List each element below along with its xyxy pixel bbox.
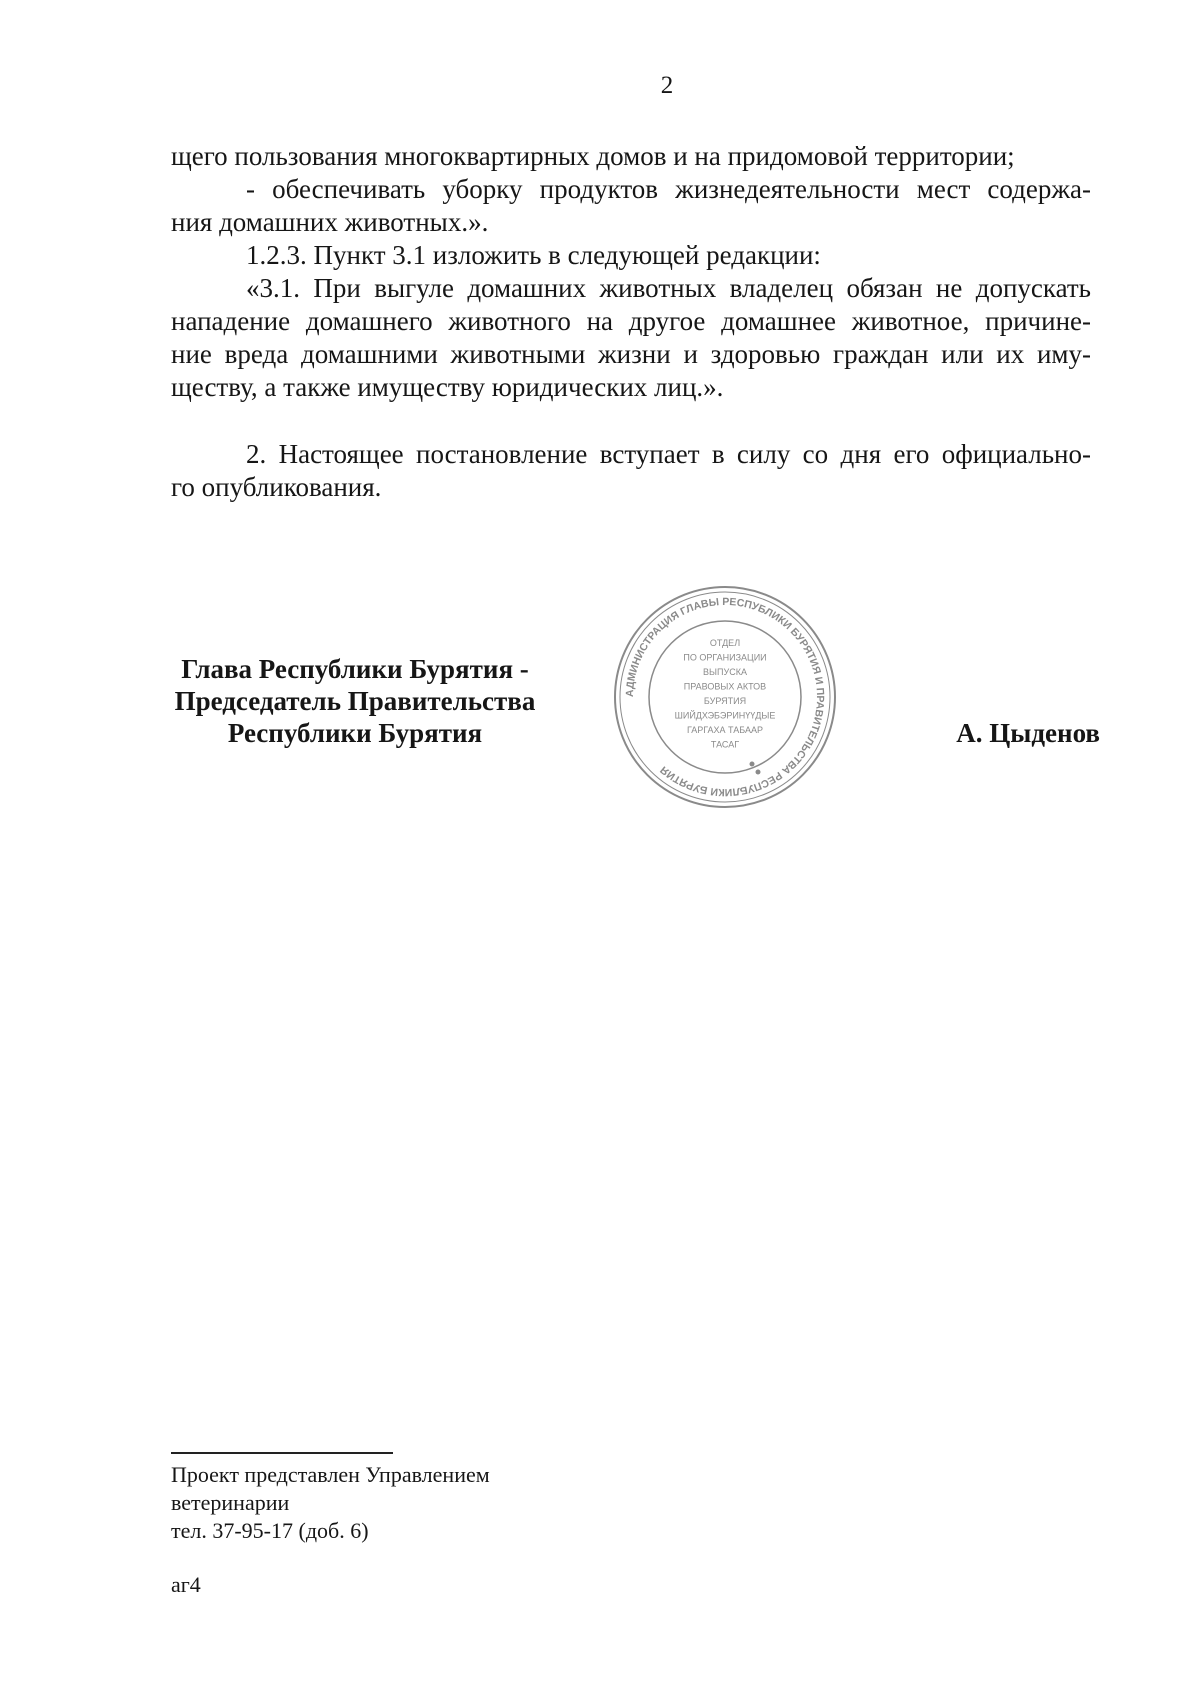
seal-center-line: ОТДЕЛ xyxy=(709,638,741,648)
official-seal xyxy=(612,584,838,810)
footnote-divider xyxy=(171,1452,393,1454)
body-line: - обеспечивать уборку продуктов жизнедеятельности мест содержа- xyxy=(246,174,1091,204)
footnote-line: Проект представлен Управлением xyxy=(171,1462,490,1487)
seal-dot xyxy=(750,762,755,767)
body-line: щего пользования многоквартирных домов и на придомовой территории; xyxy=(171,141,1015,171)
body-line: нападение домашнего животного на другое домашнее животное, причине- xyxy=(171,306,1091,336)
seal-center-line: БУРЯТИЯ xyxy=(703,696,747,706)
footnote-line: тел. 37-95-17 (доб. 6) xyxy=(171,1518,369,1543)
signatory-title-line: Глава Республики Бурятия - xyxy=(181,654,529,684)
seal-center-line: ШИЙДХЭБЭРИНҮҮДЫЕ xyxy=(674,710,776,721)
body-line: «3.1. При выгуле домашних животных владелец обязан не допускать xyxy=(246,273,1091,303)
document-code: аг4 xyxy=(171,1572,201,1597)
seal-center-line: ПО ОРГАНИЗАЦИИ xyxy=(683,652,767,663)
seal-outer-text: АДМИНИСТРАЦИЯ ГЛАВЫ РЕСПУБЛИКИ БУРЯТИЯ И ПРАВИТЕЛЬСТВА РЕСПУБЛИКИ БУРЯТИЯ xyxy=(623,595,827,799)
seal-center-line: ГАРГАХА ТАБААР xyxy=(687,725,763,735)
paragraph-gap xyxy=(171,404,1091,438)
seal-center-text xyxy=(675,638,776,775)
document-body xyxy=(171,140,1091,504)
body-line: ния домашних животных.». xyxy=(171,207,489,237)
seal-center-line: ТАСАГ xyxy=(710,739,740,750)
seal-center-line: ВЫПУСКА xyxy=(703,667,747,677)
seal-dot xyxy=(756,770,761,775)
signatory-title-line: Республики Бурятия xyxy=(227,718,483,748)
body-line: 2. Настоящее постановление вступает в силу со дня его официально- xyxy=(246,439,1091,469)
body-line: го опубликования. xyxy=(171,472,382,502)
body-line: 1.2.3. Пункт 3.1 изложить в следующей редакции: xyxy=(246,240,821,270)
page-number: 2 xyxy=(660,72,674,99)
seal-center-line: ПРАВОВЫХ АКТОВ xyxy=(683,681,767,692)
body-line: ние вреда домашними животными жизни и здоровью граждан или их иму- xyxy=(171,339,1091,369)
body-line: ществу, а также имуществу юридических лиц.». xyxy=(171,372,724,402)
signatory-name: А. Цыденов xyxy=(956,718,1100,748)
footnote xyxy=(171,1461,691,1545)
signatory-title xyxy=(140,653,570,749)
footnote-line: ветеринарии xyxy=(171,1490,290,1515)
signatory-title-line: Председатель Правительства xyxy=(174,686,536,716)
